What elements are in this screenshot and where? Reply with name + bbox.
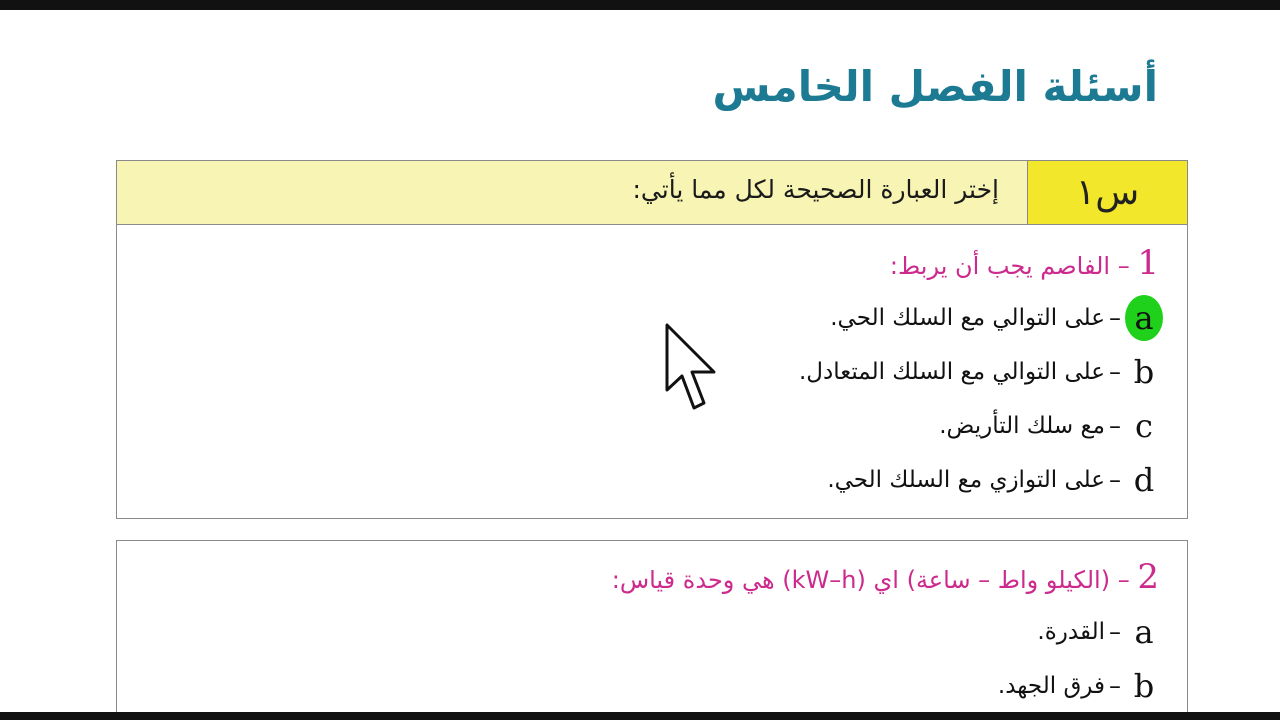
item-dash: – — [1117, 566, 1130, 594]
option-letter-selected: a — [1125, 295, 1163, 341]
option-b[interactable] — [799, 349, 1163, 395]
bottom-letterbox-bar — [0, 712, 1280, 720]
question-1-item — [890, 243, 1159, 283]
question-2-card — [116, 540, 1188, 720]
option-letter: d — [1133, 461, 1155, 499]
option-letter: c — [1135, 407, 1153, 445]
question-instruction: إختر العبارة الصحيحة لكل مما يأتي: — [632, 175, 999, 204]
option-dash: – — [1109, 358, 1121, 386]
question-1-header — [117, 161, 1187, 225]
option-letter: b — [1133, 667, 1155, 705]
top-letterbox-bar — [0, 0, 1280, 10]
option-b[interactable] — [998, 663, 1163, 709]
option-a[interactable] — [1037, 609, 1163, 655]
item-text: الفاصم يجب أن يربط: — [889, 252, 1111, 280]
option-dash: – — [1109, 618, 1121, 646]
page-title: أسئلة الفصل الخامس — [712, 62, 1158, 111]
option-letter: b — [1133, 353, 1155, 391]
option-dash: – — [1109, 672, 1121, 700]
option-text: على التوازي مع السلك الحي. — [827, 467, 1105, 493]
option-dash: – — [1109, 466, 1121, 494]
question-tag: س١ — [1027, 161, 1187, 224]
item-number: 1 — [1137, 243, 1159, 283]
item-number: 2 — [1137, 557, 1159, 597]
option-dash: – — [1109, 304, 1121, 332]
option-text: فرق الجهد. — [997, 673, 1105, 699]
option-dash: – — [1109, 412, 1121, 440]
item-dash: – — [1117, 252, 1130, 280]
item-text: (الكيلو واط – ساعة) اي (kW–h) هي وحدة قياس: — [611, 566, 1111, 594]
option-d[interactable] — [827, 457, 1163, 503]
option-a[interactable] — [830, 295, 1163, 341]
option-letter: a — [1134, 613, 1154, 651]
question-2-item — [612, 557, 1159, 597]
option-text: على التوالي مع السلك المتعادل. — [798, 359, 1105, 385]
option-text: القدرة. — [1037, 619, 1105, 645]
mouse-pointer-icon — [664, 322, 720, 414]
option-text: مع سلك التأريض. — [939, 413, 1105, 439]
option-text: على التوالي مع السلك الحي. — [830, 305, 1105, 331]
question-1-card — [116, 160, 1188, 519]
option-c[interactable] — [939, 403, 1163, 449]
